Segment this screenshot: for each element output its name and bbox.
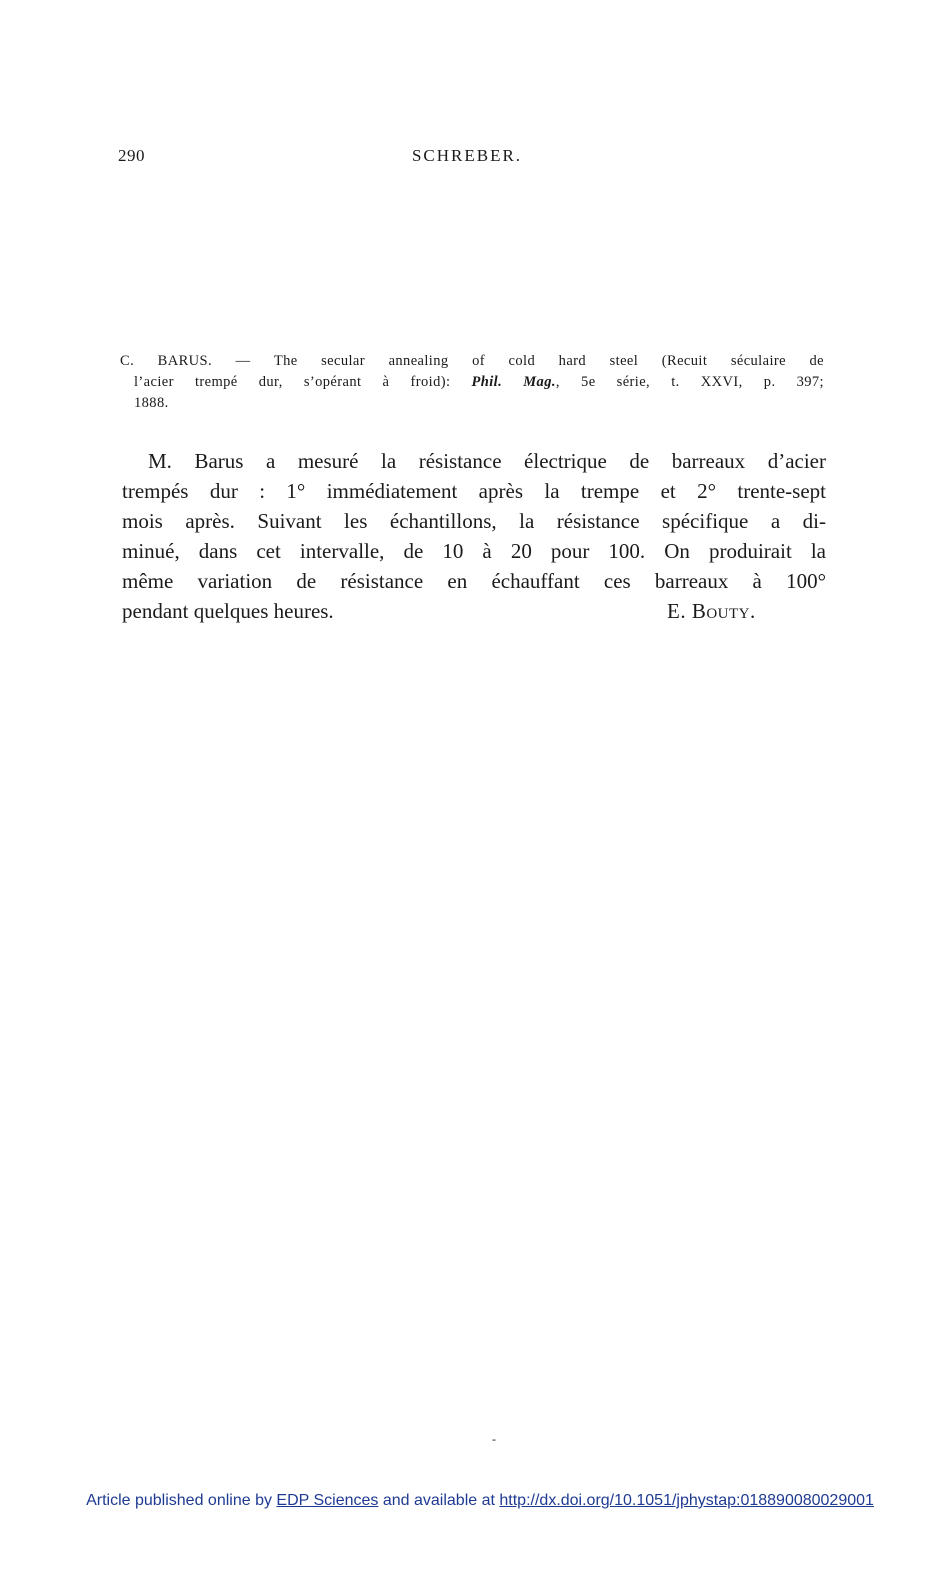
reference-journal: Phil. Mag. xyxy=(471,374,556,390)
paragraph-line: mois après. Suivant les échantillons, la résistance spécifique a di- xyxy=(122,509,826,533)
paragraph-last-line xyxy=(122,596,826,626)
bibliographic-reference xyxy=(120,351,824,414)
author-signature: E. Bouty. xyxy=(667,599,756,623)
reference-citation: , 5e série, t. XXVI, p. 397; xyxy=(555,374,824,390)
reference-author: C. BARUS. xyxy=(120,353,213,369)
paragraph-line: pendant quelques heures. xyxy=(122,599,334,623)
reference-line-1 xyxy=(120,351,824,372)
footer-prefix: Article published online by xyxy=(86,1492,277,1509)
reference-title-cont: l’acier trempé dur, s’opérant à froid): xyxy=(134,374,472,390)
publisher-link[interactable]: EDP Sciences xyxy=(276,1492,379,1509)
reference-line-2 xyxy=(120,372,824,393)
doi-link[interactable]: http://dx.doi.org/10.1051/jphystap:018890080029001 xyxy=(499,1492,874,1509)
reference-year: 1888. xyxy=(134,395,169,411)
publication-footer xyxy=(0,1492,930,1510)
paragraph-line: trempés dur : 1° immédiatement après la trempe et 2° trente-sept xyxy=(122,479,826,503)
running-head: SCHREBER. xyxy=(411,146,523,165)
page-mark: - xyxy=(492,1432,496,1446)
abstract-paragraph xyxy=(122,446,826,626)
reference-title: — The secular annealing of cold hard steel (Recuit séculaire de xyxy=(212,353,824,369)
paragraph-line: M. Barus a mesuré la résistance électrique de barreaux d’acier xyxy=(148,449,826,473)
page-number: 290 xyxy=(118,146,145,165)
paragraph-line: minué, dans cet intervalle, de 10 à 20 pour 100. On produirait la xyxy=(122,539,826,563)
footer-middle: and available at xyxy=(378,1492,500,1509)
paragraph-line: même variation de résistance en échauffant ces barreaux à 100° xyxy=(122,569,826,593)
